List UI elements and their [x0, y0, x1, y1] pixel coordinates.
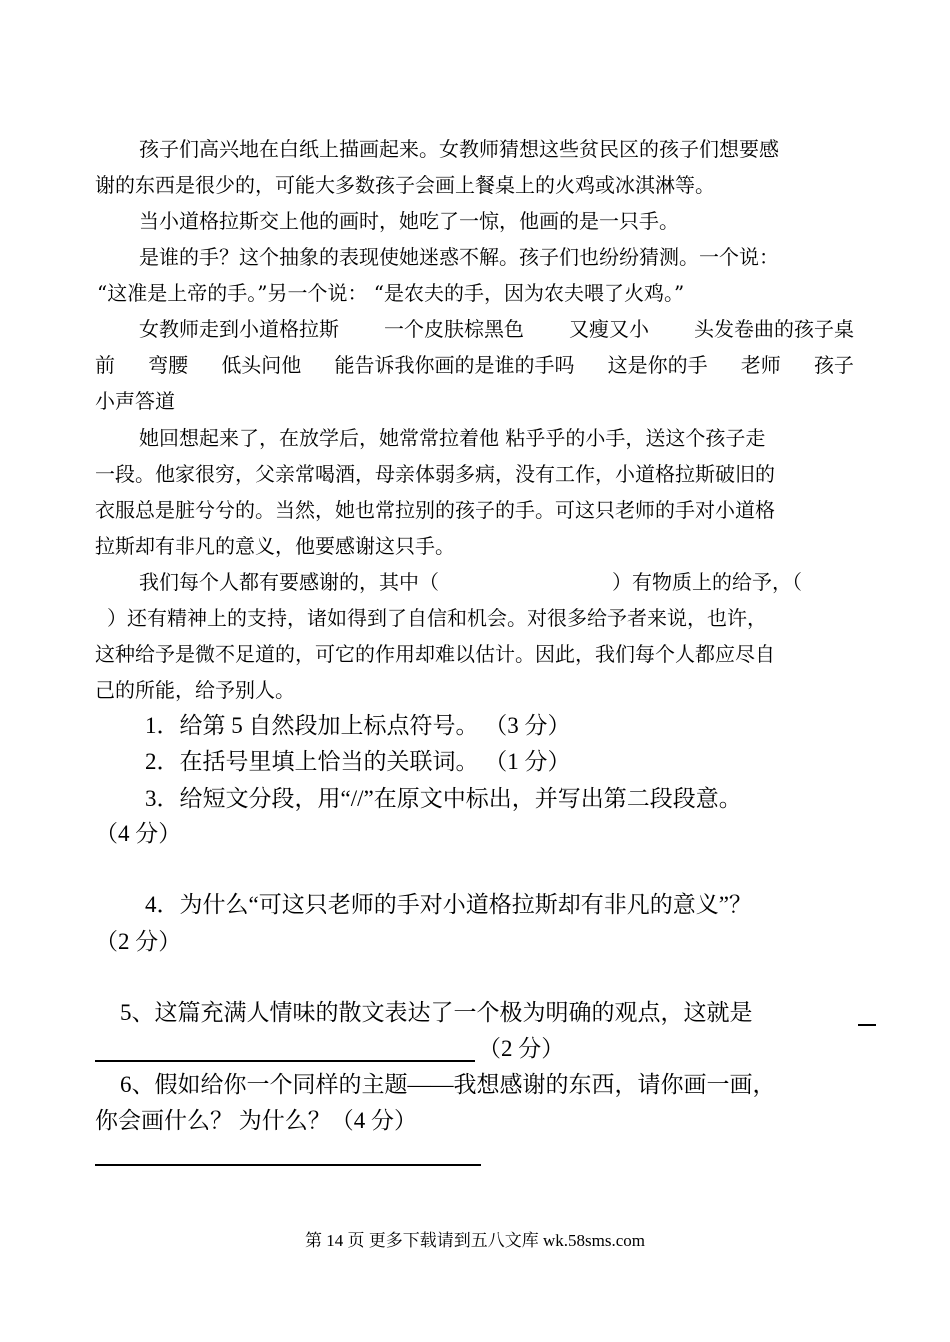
- p4-seg: 孩子: [813, 353, 854, 377]
- question-4-line2: （2 分）: [95, 929, 182, 954]
- question-5-line2: （2 分）: [478, 1036, 565, 1061]
- passage-p6-line1b: ）有物质上的给予，（: [612, 570, 802, 594]
- passage-p5-line2: 一段。他家很穷，父亲常喝酒，母亲体弱多病，没有工作，小道格拉斯破旧的: [95, 462, 775, 486]
- page-footer: 第 14 页 更多下载请到五八文库 wk.58sms.com: [305, 1231, 645, 1250]
- passage-p5-line4: 拉斯却有非凡的意义，他要感谢这只手。: [95, 534, 455, 558]
- question-6-line1: 6、假如给你一个同样的主题——我想感谢的东西，请你画一画，: [120, 1072, 776, 1097]
- passage-p4-line3: 小声答道: [95, 389, 175, 413]
- passage-p6-line1a: 我们每个人都有要感谢的，其中（: [139, 570, 439, 594]
- p4-seg: 又瘦又小: [569, 317, 649, 341]
- passage-p4-line2: [95, 355, 854, 375]
- p4-seg: 一个皮肤棕黑色: [384, 317, 524, 341]
- passage-p5-line3: 衣服总是脏兮兮的。当然，她也常拉别的孩子的手。可这只老师的手对小道格: [95, 498, 775, 522]
- question-3-line1: 3．给短文分段，用“//”在原文中标出，并写出第二段段意。: [145, 786, 742, 811]
- answer-blank-line: [95, 1164, 481, 1166]
- passage-p1-line2: 谢的东西是很少的，可能大多数孩子会画上餐桌上的火鸡或冰淇淋等。: [95, 173, 715, 197]
- question-5-line1: 5、这篇充满人情味的散文表达了一个极为明确的观点，这就是: [120, 1000, 753, 1025]
- passage-p3-line1: 是谁的手？这个抽象的表现使她迷惑不解。孩子们也纷纷猜测。一个说：: [139, 245, 779, 269]
- p4-seg: 头发卷曲的孩子桌: [694, 317, 854, 341]
- passage-p4-line1: [139, 319, 854, 339]
- passage-p1-line1: 孩子们高兴地在白纸上描画起来。女教师猜想这些贫民区的孩子们想要感: [139, 137, 779, 161]
- passage-p2: 当小道格拉斯交上他的画时，她吃了一惊，他画的是一只手。: [139, 209, 679, 233]
- passage-p3-line2: “这准是上帝的手。”另一个说： “是农夫的手，因为农夫喂了火鸡。”: [97, 281, 685, 305]
- question-6-line2: 你会画什么？ 为什么？（4 分）: [95, 1108, 417, 1133]
- p4-seg: 这是你的手: [607, 353, 708, 377]
- question-4-line1: 4．为什么“可这只老师的手对小道格拉斯却有非凡的意义”？: [145, 892, 752, 917]
- answer-blank-short: [858, 1024, 876, 1026]
- passage-p6-line2: ）还有精神上的支持，诸如得到了自信和机会。对很多给予者来说，也许，: [107, 606, 767, 630]
- p4-seg: 老师: [740, 353, 781, 377]
- passage-p5-line1: 她回想起来了，在放学后，她常常拉着他 粘乎乎的小手，送这个孩子走: [139, 426, 766, 450]
- question-1: 1．给第 5 自然段加上标点符号。 （3 分）: [145, 713, 571, 738]
- p4-seg: 前: [95, 353, 115, 377]
- p4-seg: 弯腰: [148, 353, 189, 377]
- question-2: 2．在括号里填上恰当的关联词。 （1 分）: [145, 749, 571, 774]
- answer-blank-line: [95, 1060, 475, 1062]
- p4-seg: 女教师走到小道格拉斯: [139, 317, 339, 341]
- p4-seg: 低头问他: [221, 353, 302, 377]
- question-3-line2: （4 分）: [95, 821, 182, 846]
- passage-p6-line4: 己的所能，给予别人。: [95, 678, 295, 702]
- p4-seg: 能告诉我你画的是谁的手吗: [334, 353, 575, 377]
- passage-p6-line3: 这种给予是微不足道的，可它的作用却难以估计。因此，我们每个人都应尽自: [95, 642, 775, 666]
